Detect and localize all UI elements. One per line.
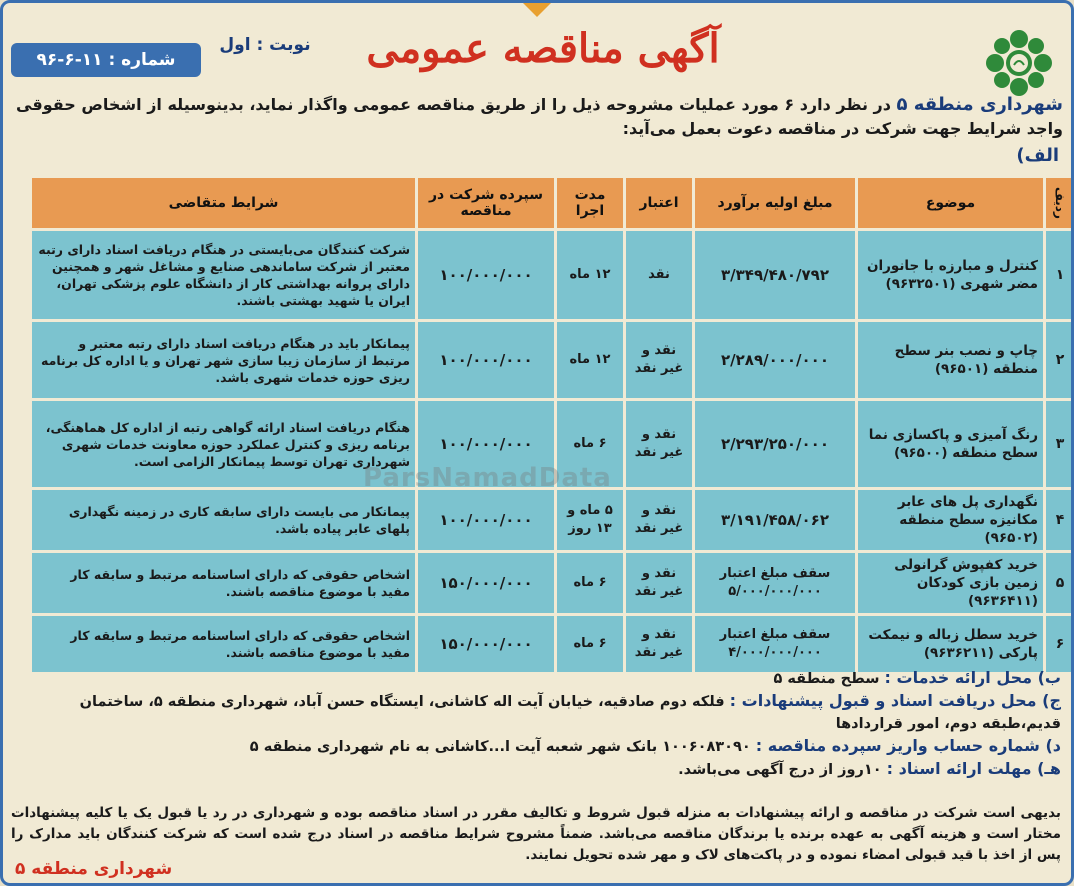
section-b [11,667,1061,690]
section-b-label: ب) محل ارائه خدمات : [884,668,1061,687]
row-number: ۵ [1046,553,1074,613]
col-header-duration: مدت اجرا [557,178,623,228]
row-conditions: اشخاص حقوقی که دارای اساسنامه مرتبط و سابقه کار مفید با موضوع مناقصه باشند. [32,553,415,613]
row-deposit: ۱۰۰/۰۰۰/۰۰۰ [418,490,554,550]
row-subject: خرید سطل زباله و نیمکت پارکی (۹۶۳۶۲۱۱) [858,616,1043,672]
watermark: ParsNamadData [363,463,612,493]
row-subject: چاپ و نصب بنر سطح منطقه (۹۶۵۰۱) [858,322,1043,398]
row-deposit: ۱۰۰/۰۰۰/۰۰۰ [418,322,554,398]
row-number: ۳ [1046,401,1074,487]
row-number: ۶ [1046,616,1074,672]
row-duration: ۱۲ ماه [557,231,623,319]
col-header-estimate: مبلغ اولیه برآورد [695,178,855,228]
table-row [32,490,1074,550]
section-d-text: ۱۰۰۶۰۸۳۰۹۰ بانک شهر شعبه آیت ا...کاشانی به نام شهرداری منطقه ۵ [249,739,756,755]
row-conditions: اشخاص حقوقی که دارای اساسنامه مرتبط و سابقه کار مفید با موضوع مناقصه باشند. [32,616,415,672]
row-estimate: ۳/۳۴۹/۴۸۰/۷۹۲ [695,231,855,319]
section-e-label: هـ) مهلت ارائه اسناد : [886,759,1061,778]
footer-paragraph: بدیهی است شرکت در مناقصه و ارائه پیشنهادات به منزله قبول شروط و تکالیف مقرر در اسناد مناقصه بوده و شهرداری در رد یا قبول یک یا کلیه پیشنهادات مختار است و هزینه آگهی به عهده برنده یا برندگان مناقصه می‌باشد. ضمناً مشروح شرایط مناقصه در اسناد درج شده است که شرکت کنندگان باید مدارک را پس از اخذ با قید قبولی امضاء نموده و در پاکت‌های لاک و مهر شده تحویل نمایند. [11,805,1061,863]
col-header-subject: موضوع [858,178,1043,228]
row-credit: نقد و غیر نقد [626,322,692,398]
page-title: آگهی مناقصه عمومی [366,25,720,72]
row-conditions: پیمانکار می بایست دارای سابقه کاری در زمینه نگهداری پلهای عابر پیاده باشد. [32,490,415,550]
col-header-conditions: شرایط متقاضی [32,178,415,228]
table-row [32,231,1074,319]
row-subject: کنترل و مبارزه با جانوران مضر شهری (۹۶۳۲۵۰۱) [858,231,1043,319]
row-estimate: سقف مبلغ اعتبار ۵/۰۰۰/۰۰۰/۰۰۰ [695,553,855,613]
row-number: ۴ [1046,490,1074,550]
row-subject: نگهداری پل های عابر مکانیزه سطح منطقه (۹۶۵۰۲) [858,490,1043,550]
tender-table [29,175,1067,663]
row-estimate: ۲/۲۹۳/۲۵۰/۰۰۰ [695,401,855,487]
col-header-num: ردیف [1046,178,1074,228]
table-row [32,553,1074,613]
row-estimate: ۳/۱۹۱/۴۵۸/۰۶۲ [695,490,855,550]
section-c-label: ج) محل دریافت اسناد و قبول پیشنهادات : [729,691,1061,710]
section-e [11,758,1061,781]
row-deposit: ۱۵۰/۰۰۰/۰۰۰ [418,616,554,672]
table-header-row [32,178,1074,228]
turn-label: نوبت : اول [219,35,311,55]
row-estimate: ۲/۲۸۹/۰۰۰/۰۰۰ [695,322,855,398]
row-duration: ۶ ماه [557,553,623,613]
org-name: شهرداری منطقه ۵ [896,94,1063,115]
top-notch-decoration [523,3,551,17]
section-c-text: فلکه دوم صادقیه، خیابان آیت اله کاشانی، ایستگاه حسن آباد، شهرداری منطقه ۵، ساختمان [79,694,730,710]
col-header-deposit: سپرده شرکت در مناقصه [418,178,554,228]
section-d [11,735,1061,758]
row-subject: رنگ آمیزی و پاکسازی نما سطح منطقه (۹۶۵۰۰) [858,401,1043,487]
row-credit: نقد [626,231,692,319]
row-credit: نقد و غیر نقد [626,490,692,550]
section-d-label: د) شماره حساب واریز سپرده مناقصه : [755,736,1061,755]
row-estimate: سقف مبلغ اعتبار ۴/۰۰۰/۰۰۰/۰۰۰ [695,616,855,672]
row-deposit: ۱۰۰/۰۰۰/۰۰۰ [418,231,554,319]
row-deposit: ۱۵۰/۰۰۰/۰۰۰ [418,553,554,613]
notice-number: شماره : ۱۱-۶-۹۶ [11,43,201,77]
row-credit: نقد و غیر نقد [626,553,692,613]
section-c-continued: قدیم،طبقه دوم، امور قراردادها [835,716,1061,732]
row-deposit: ۱۰۰/۰۰۰/۰۰۰ [418,401,554,487]
table-row [32,616,1074,672]
section-b-text: سطح منطقه ۵ [773,671,885,687]
intro-text: در نظر دارد ۶ مورد عملیات مشروحه ذیل را از طریق مناقصه عمومی واگذار نماید، بدینوسیله از اشخاص حقوقی واجد شرایط جهت شرکت در مناقصه دعوت بعمل می‌آید: [16,95,1063,138]
row-duration: ۱۲ ماه [557,322,623,398]
row-subject: خرید کفپوش گرانولی زمین بازی کودکان (۹۶۳۶۴۱۱) [858,553,1043,613]
row-conditions: هنگام دریافت اسناد ارائه گواهی رتبه از اداره کل هماهنگی، برنامه ریزی و کنترل عملکرد حوزه معاونت خدمات شهری شهرداری تهران توسط پیمانکار الزامی است. [32,401,415,487]
details-sections [11,667,1061,781]
row-duration: ۶ ماه [557,401,623,487]
section-a-label: الف) [1016,145,1059,166]
row-credit: نقد و غیر نقد [626,616,692,672]
section-e-text: ۱۰روز از درج آگهی می‌باشد. [678,762,887,778]
row-number: ۲ [1046,322,1074,398]
row-number: ۱ [1046,231,1074,319]
row-duration: ۵ ماه و ۱۳ روز [557,490,623,550]
intro-paragraph [11,93,1063,141]
municipality-logo-icon [983,27,1055,99]
row-credit: نقد و غیر نقد [626,401,692,487]
header [3,21,1074,93]
row-conditions: پیمانکار باید در هنگام دریافت اسناد دارای رتبه معتبر و مرتبط از سازمان زیبا سازی شهر تهران و یا اداره کل برنامه ریزی حوزه خدمات شهری باشد. [32,322,415,398]
col-header-credit: اعتبار [626,178,692,228]
signature: شهرداری منطقه ۵ [15,859,173,879]
table-row [32,322,1074,398]
row-conditions: شرکت کنندگان می‌بایستی در هنگام دریافت اسناد دارای رتبه معتبر از شرکت ساماندهی صنایع و مشاغل شهر و همچنین دارای پروانه بهداشتی کار از دانشگاه علوم پزشکی تهران، ایران یا شهید بهشتی باشند. [32,231,415,319]
section-c [11,690,1061,713]
row-duration: ۶ ماه [557,616,623,672]
